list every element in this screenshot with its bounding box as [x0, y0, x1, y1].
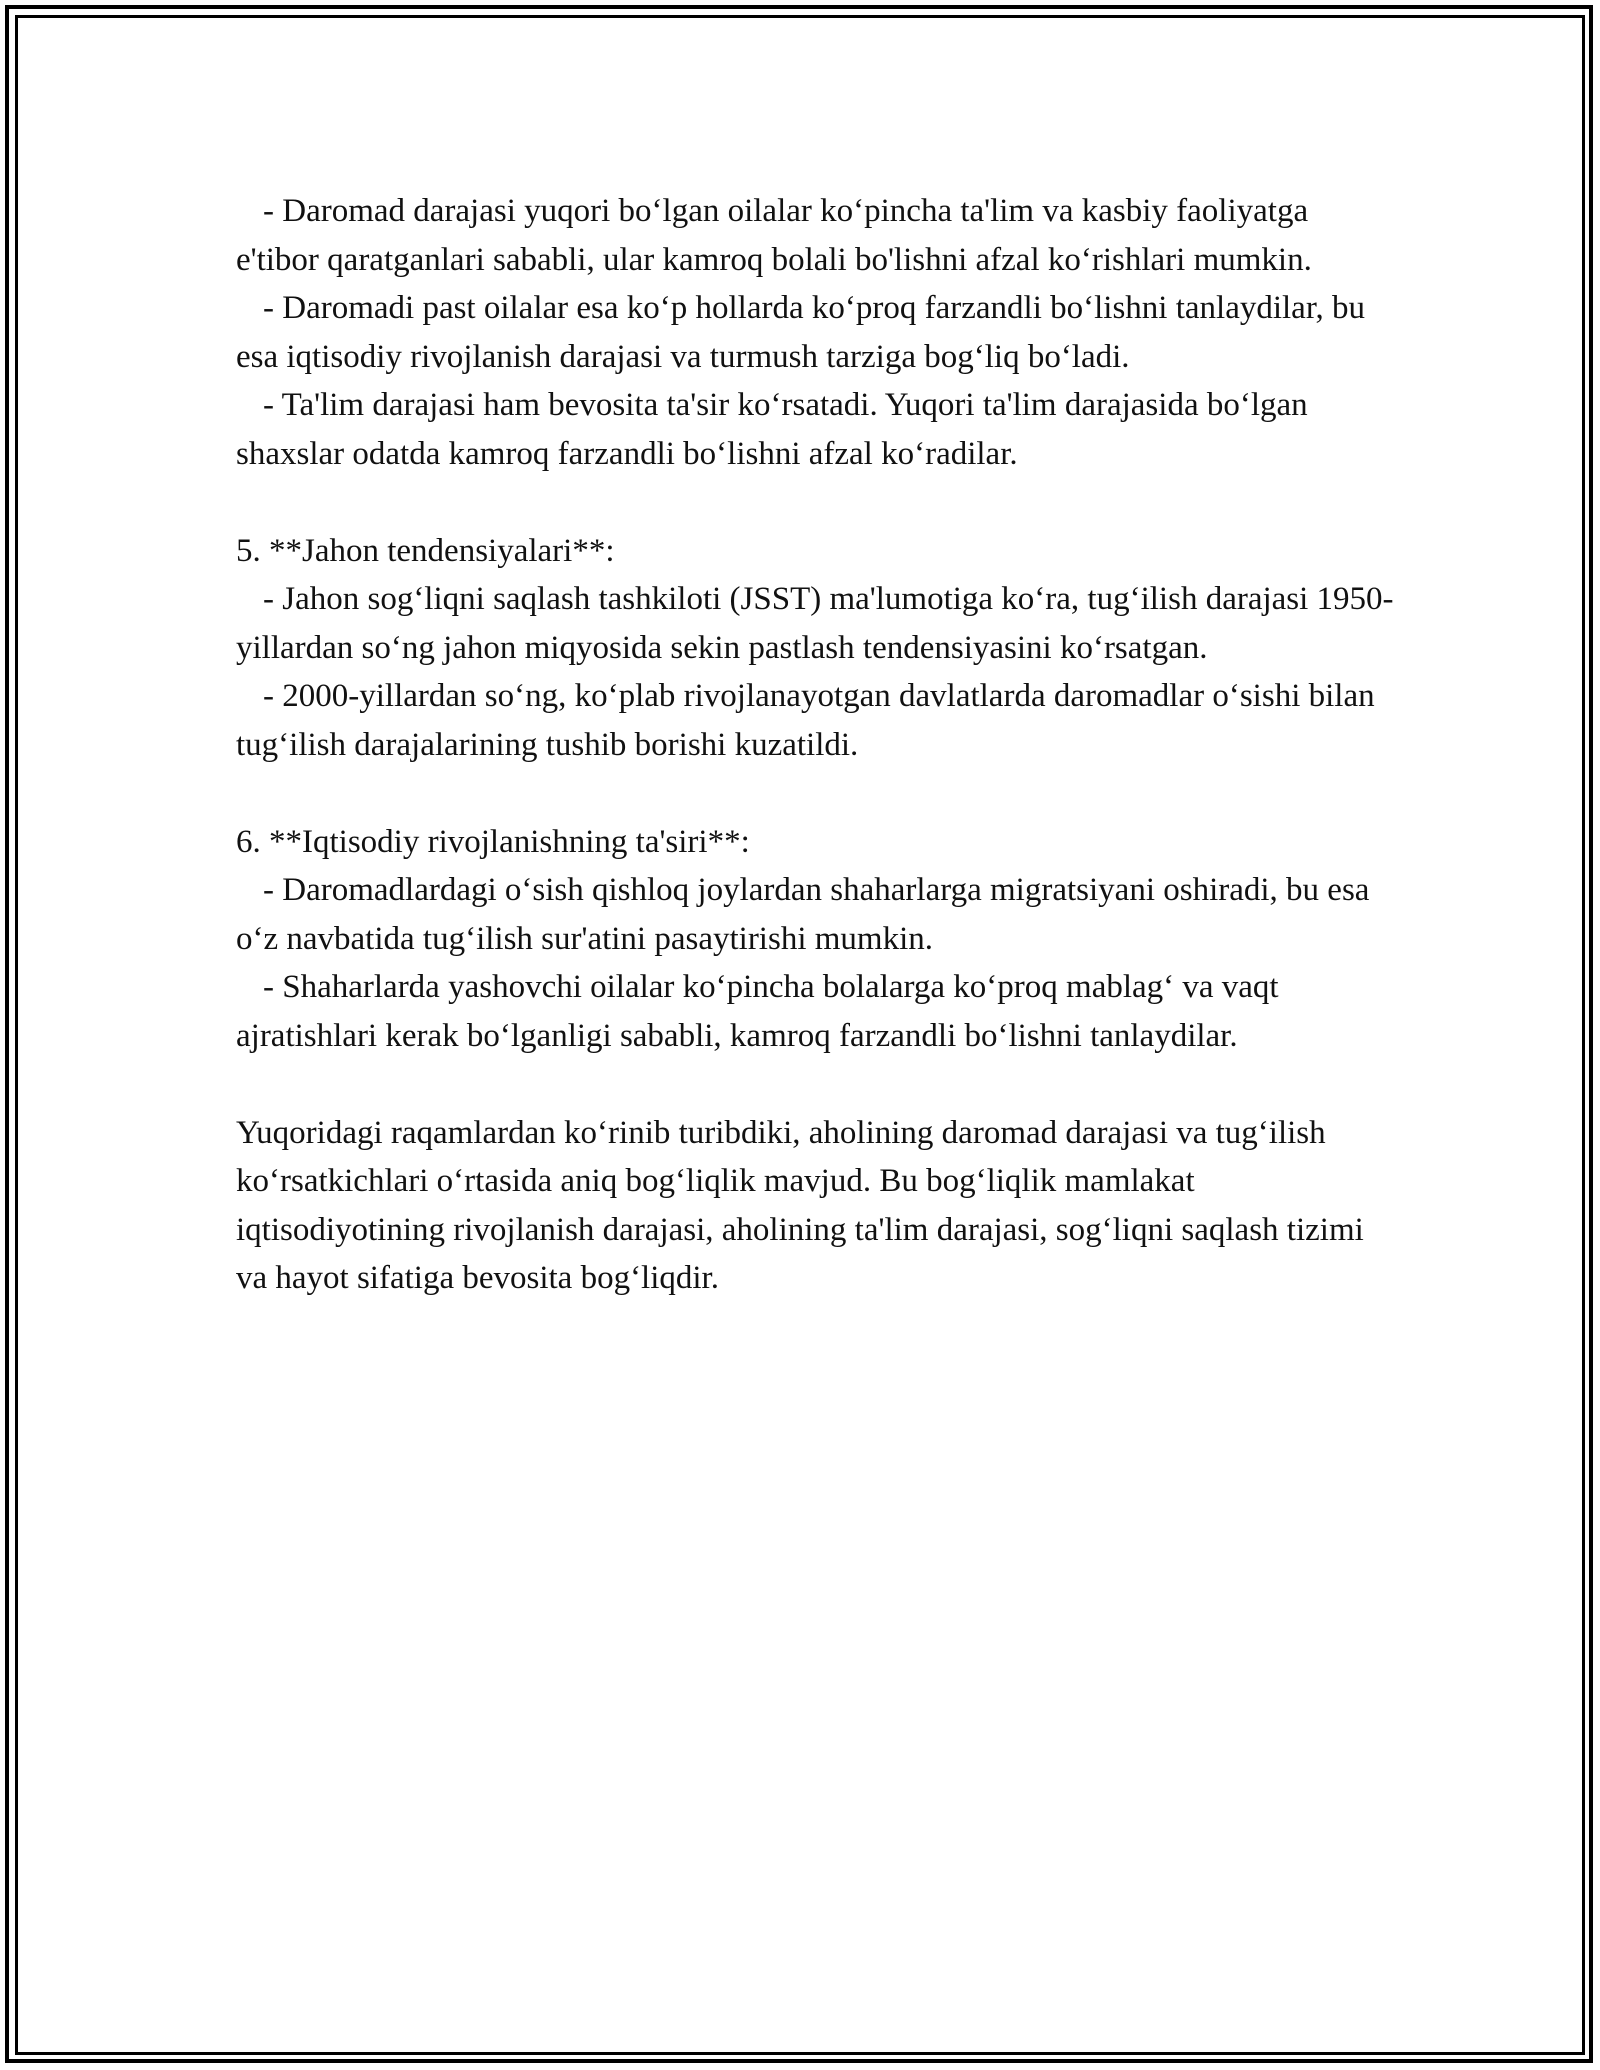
document-body: [236, 187, 1396, 1303]
list-item: - Jahon sog‘liqni saqlash tashkiloti (JSST) ma'lumotiga ko‘ra, tug‘ilish darajasi 1950-yillardan so‘ng jahon miqyosida sekin pastlash tendensiyasini ko‘rsatgan.: [236, 581, 1394, 666]
conclusion-paragraph: Yuqoridagi raqamlardan ko‘rinib turibdiki, aholining daromad darajasi va tug‘ilish ko‘rsatkichlari o‘rtasida aniq bog‘liqlik mavjud. Bu bog‘liqlik mamlakat iqtisodiyotining rivojlanish darajasi, aholining ta'lim darajasi, sog‘liqni saqlash tizimi va hayot sifatiga bevosita bog‘liqdir.: [236, 1114, 1364, 1296]
section-heading: 5. **Jahon tendensiyalari**:: [236, 532, 615, 569]
list-item: - Daromadlardagi o‘sish qishloq joylardan shaharlarga migratsiyani oshiradi, bu esa o‘z navbatida tug‘ilish sur'atini pasaytirishi mumkin.: [236, 872, 1370, 957]
spacer: [236, 1060, 1396, 1109]
spacer: [236, 769, 1396, 818]
list-item: - Daromadi past oilalar esa ko‘p hollarda ko‘proq farzandli bo‘lishni tanlaydilar, bu esa iqtisodiy rivojlanish darajasi va turmush tarziga bog‘liq bo‘ladi.: [236, 290, 1365, 375]
list-item: - Daromad darajasi yuqori bo‘lgan oilalar ko‘pincha ta'lim va kasbiy faoliyatga e'tibor qaratganlari sababli, ular kamroq bolali bo'lishni afzal ko‘rishlari mumkin.: [236, 193, 1312, 278]
list-item: - Ta'lim darajasi ham bevosita ta'sir ko‘rsatadi. Yuqori ta'lim darajasida bo‘lgan shaxslar odatda kamroq farzandli bo‘lishni afzal ko‘radilar.: [236, 387, 1308, 472]
list-item: - Shaharlarda yashovchi oilalar ko‘pincha bolalarga ko‘proq mablag‘ va vaqt ajratishlari kerak bo‘lganligi sababli, kamroq farzandli bo‘lishni tanlaydilar.: [236, 969, 1279, 1054]
section-heading: 6. **Iqtisodiy rivojlanishning ta'siri**:: [236, 823, 750, 860]
spacer: [236, 478, 1396, 527]
list-item: - 2000-yillardan so‘ng, ko‘plab rivojlanayotgan davlatlarda daromadlar o‘sishi bilan tug‘ilish darajalarining tushib borishi kuzatildi.: [236, 678, 1375, 763]
